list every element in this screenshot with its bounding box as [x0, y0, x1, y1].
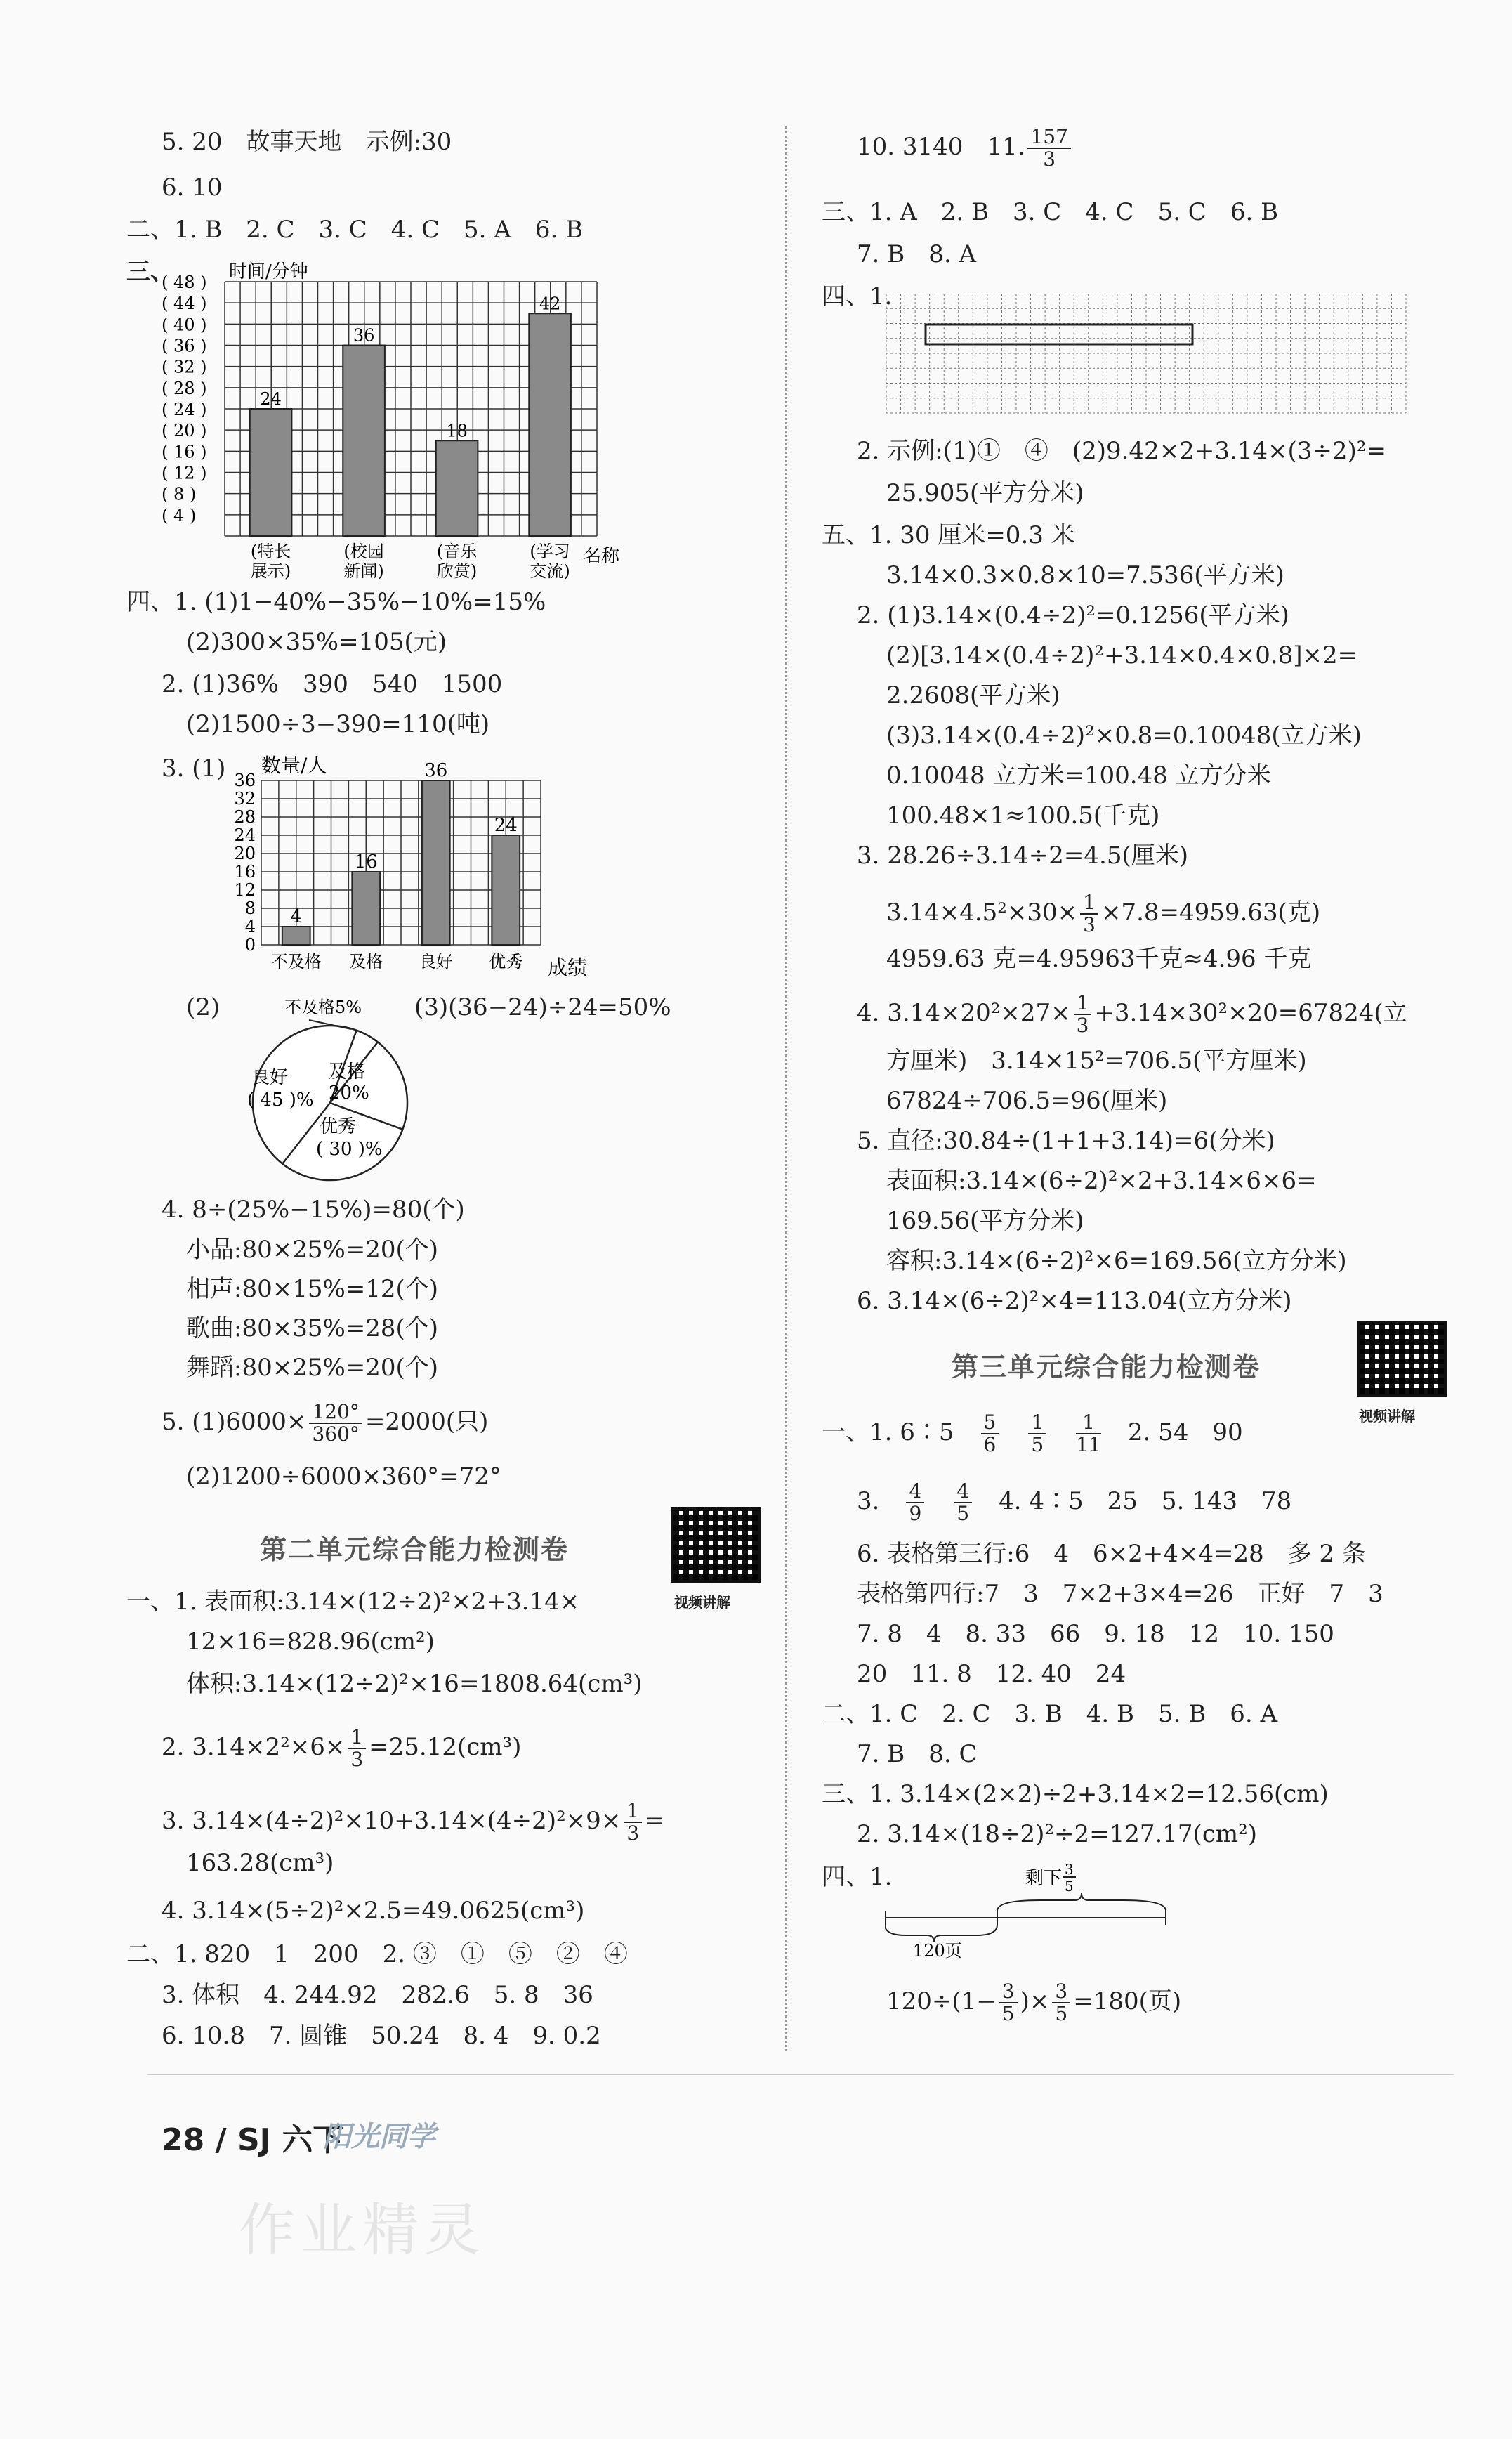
answer-line: 3. 3.14×(4÷2)²×10+3.14×(4÷2)²×9× $\frac{1}{3}$ = — [162, 1799, 665, 1845]
bar-value-label: 42 — [539, 294, 561, 314]
x-tick-label: 优秀 — [489, 952, 523, 972]
section-title: 第三单元综合能力检测卷 — [952, 1352, 1261, 1382]
answer-line: 4959.63 克=4.95963千克≈4.96 千克 — [886, 945, 1312, 973]
answer-line: 12×16=828.96(cm²) — [186, 1628, 435, 1656]
y-tick-label: 28 — [234, 807, 256, 827]
answer-line: 小品:80×25%=20(个) — [186, 1236, 439, 1264]
answer-line: 2.2608(平方米) — [886, 681, 1060, 710]
answer-line: 2. 示例:(1)① ④ (2)9.42×2+3.14×(3÷2)²= — [857, 437, 1386, 465]
answer-line: 2. 3.14×2²×6× $\frac{1}{3}$ =25.12(cm³) — [162, 1725, 522, 1771]
segment-diagram — [885, 1862, 1180, 1960]
answer-line: 6. 10 — [162, 174, 223, 202]
brand-logo: 阳光同学 — [323, 2121, 435, 2153]
chart-y-label: 时间/分钟 — [229, 261, 308, 282]
diagram-label-remaining: 剩下 — [1025, 1868, 1063, 1889]
bar-value-label: 24 — [260, 389, 282, 409]
svg-text:5: 5 — [1065, 1878, 1074, 1895]
answer-line: 4. 3.14×20²×27× $\frac{1}{3}$ +3.14×30²×20=67824(立 — [857, 991, 1407, 1037]
answer-line: 表面积:3.14×(6÷2)²×2+3.14×6×6= — [886, 1167, 1317, 1195]
rectangle-shape — [926, 325, 1192, 344]
watermark: 作业精灵 — [239, 2197, 486, 2263]
pie-label-pass-value: 20% — [329, 1083, 369, 1104]
answer-line: 舞蹈:80×25%=20(个) — [186, 1354, 439, 1382]
answer-line: 四、1. — [822, 1863, 893, 1891]
answer-line: 二、1. 820 1 200 2. ③ ① ⑤ ② ④ — [126, 1940, 628, 1968]
answer-line: 二、1. C 2. C 3. B 4. B 5. B 6. A — [822, 1700, 1278, 1728]
page-number: 28 / SJ 六下 — [162, 2122, 344, 2158]
diagram-label-pages: 120页 — [913, 1941, 962, 1960]
answer-line: (3)(36−24)÷24=50% — [414, 993, 671, 1021]
answer-line: 5. 直径:30.84÷(1+1+3.14)=6(分米) — [857, 1127, 1275, 1155]
pie-label-excellent: 优秀 — [320, 1116, 357, 1137]
y-tick-label: 24 — [234, 825, 256, 845]
x-tick-label: 不及格 — [270, 952, 322, 972]
y-tick-label: 32 — [234, 789, 256, 809]
bar-value-label: 36 — [353, 325, 375, 346]
answer-line: 体积:3.14×(12÷2)²×16=1808.64(cm³) — [186, 1670, 643, 1698]
answer-line: 2. (1)36% 390 540 1500 — [162, 670, 503, 698]
x-tick-label: (学习 — [530, 542, 570, 561]
pie-chart-grades — [246, 992, 414, 1196]
answer-line: 7. B 8. A — [857, 240, 977, 268]
answer-line: 7. B 8. C — [857, 1740, 978, 1768]
x-tick-label: 新闻) — [343, 561, 384, 581]
grid-diagram — [886, 294, 1420, 427]
qr-label: 视频讲解 — [1359, 1408, 1415, 1425]
y-tick-label: ( 16 ) — [162, 442, 207, 462]
text: 5. (1)6000× — [162, 1408, 307, 1436]
answer-line: 2. 3.14×(18÷2)²÷2=127.17(cm²) — [857, 1820, 1257, 1848]
chart-y-label: 数量/人 — [261, 755, 327, 777]
y-tick-label: ( 20 ) — [162, 421, 207, 441]
y-tick-label: ( 8 ) — [162, 484, 197, 504]
y-tick-label: 20 — [234, 844, 256, 863]
answer-line: 67824÷706.5=96(厘米) — [886, 1087, 1168, 1115]
y-tick-label: ( 48 ) — [162, 273, 207, 292]
y-tick-label: 12 — [234, 880, 256, 900]
x-tick-label: 展示) — [250, 561, 291, 581]
pie-label-good-value: ( 45 )% — [247, 1090, 314, 1111]
y-tick-label: ( 32 ) — [162, 357, 207, 377]
answer-line: 4. 8÷(25%−15%)=80(个) — [162, 1196, 465, 1224]
answer-line: 100.48×1≈100.5(千克) — [886, 802, 1160, 830]
chart-x-label: 名称 — [583, 546, 620, 567]
bar-value-label: 16 — [354, 851, 378, 872]
y-tick-label: ( 4 ) — [162, 505, 197, 525]
bar — [492, 835, 520, 945]
bar — [352, 872, 380, 945]
y-tick-label: ( 36 ) — [162, 336, 207, 356]
answer-line: 0.10048 立方米=100.48 立方分米 — [886, 761, 1271, 790]
x-tick-label: 良好 — [419, 952, 453, 972]
y-tick-label: ( 12 ) — [162, 463, 207, 483]
x-tick-label: (校园 — [343, 542, 384, 561]
answer-line: 相声:80×15%=12(个) — [186, 1275, 439, 1303]
answer-line: 二、1. B 2. C 3. C 4. C 5. A 6. B — [126, 216, 584, 244]
x-tick-label: (特长 — [250, 542, 291, 561]
y-tick-label: 8 — [244, 898, 256, 918]
pie-label-good: 良好 — [251, 1067, 289, 1088]
x-tick-label: 欣赏) — [436, 561, 478, 581]
section-label: 三、 — [126, 258, 174, 286]
answer-line: (2)1500÷3−390=110(吨) — [186, 710, 490, 738]
answer-line: (3)3.14×(0.4÷2)²×0.8=0.10048(立方米) — [886, 721, 1362, 750]
answer-line: 一、1. 6∶5 $\frac{5}{6}$ $\frac{1}{5}$ $\frac{1}{11}$ 2. 54 90 — [822, 1411, 1243, 1456]
answer-line: 方厘米) 3.14×15²=706.5(平方厘米) — [886, 1047, 1307, 1075]
bar-chart-time — [162, 256, 653, 587]
bar — [250, 409, 292, 536]
answer-line: 4. 3.14×(5÷2)²×2.5=49.0625(cm³) — [162, 1897, 585, 1925]
x-tick-label: (音乐 — [436, 542, 478, 561]
bar — [422, 780, 450, 945]
answer-line: 169.56(平方分米) — [886, 1207, 1084, 1235]
answer-line: 3. 体积 4. 244.92 282.6 5. 8 36 — [162, 1981, 593, 2009]
pie-label-fail: 不及格5% — [284, 998, 362, 1017]
answer-line: 容积:3.14×(6÷2)²×6=169.56(立方分米) — [886, 1247, 1347, 1275]
answer-line: 2. (1)3.14×(0.4÷2)²=0.1256(平方米) — [857, 601, 1289, 629]
section-title: 第二单元综合能力检测卷 — [260, 1534, 570, 1565]
pie-label-pass: 及格 — [329, 1061, 366, 1083]
bar-value-label: 4 — [290, 906, 303, 927]
footer-rule — [147, 2074, 1454, 2075]
pie-label-excellent-value: ( 30 )% — [316, 1139, 383, 1160]
answer-line: 6. 10.8 7. 圆锥 50.24 8. 4 9. 0.2 — [162, 2022, 601, 2050]
answer-line: 3.14×0.3×0.8×10=7.536(平方米) — [886, 561, 1284, 589]
bar-value-label: 18 — [446, 421, 468, 441]
bar-value-label: 36 — [424, 760, 448, 781]
svg-text:3: 3 — [1065, 1862, 1074, 1878]
answer-line: (2) — [186, 993, 221, 1021]
qr-label: 视频讲解 — [674, 1594, 730, 1611]
bar — [343, 346, 385, 537]
x-tick-label: 交流) — [530, 561, 570, 581]
x-tick-label: 及格 — [349, 952, 383, 972]
answer-line — [162, 1401, 488, 1445]
fraction: $\frac{120^\circ}{360^\circ}$ — [309, 1401, 362, 1445]
answer-line: 表格第四行:7 3 7×2+3×4=26 正好 7 3 — [857, 1580, 1383, 1608]
y-tick-label: ( 28 ) — [162, 378, 207, 398]
answer-line: 6. 表格第三行:6 4 6×2+4×4=28 多 2 条 — [857, 1540, 1366, 1568]
bar-chart-grades — [218, 755, 611, 987]
answer-line: 3. (1) — [162, 754, 226, 783]
answer-line: 25.905(平方分米) — [886, 479, 1084, 507]
y-tick-label: ( 44 ) — [162, 294, 207, 314]
y-tick-label: 36 — [234, 771, 256, 790]
qr-code-icon[interactable] — [1357, 1321, 1447, 1397]
answer-line: 120÷(1− $\frac{3}{5}$ )× $\frac{3}{5}$ =180(页) — [886, 1980, 1182, 2025]
answer-line: 四、1. — [822, 282, 893, 310]
y-tick-label: ( 24 ) — [162, 400, 207, 419]
answer-line: 3.14×4.5²×30× $\frac{1}{3}$ ×7.8=4959.63(克) — [886, 891, 1321, 936]
answer-line: (2)300×35%=105(元) — [186, 628, 447, 656]
answer-line: 3. $\frac{4}{9}$ $\frac{4}{5}$ 4. 4∶5 25 5. 143 78 — [857, 1479, 1292, 1525]
y-tick-label: ( 40 ) — [162, 315, 207, 335]
answer-line: 6. 3.14×(6÷2)²×4=113.04(立方分米) — [857, 1287, 1292, 1315]
answer-line: 5. 20 故事天地 示例:30 — [162, 128, 452, 156]
chart-x-label: 成绩 — [548, 956, 588, 979]
answer-line: 3. 28.26÷3.14÷2=4.5(厘米) — [857, 842, 1188, 870]
y-tick-label: 4 — [244, 917, 256, 936]
answer-line: 20 11. 8 12. 40 24 — [857, 1660, 1126, 1688]
y-tick-label: 16 — [234, 862, 256, 882]
bar — [282, 927, 310, 945]
answer-line: 歌曲:80×35%=28(个) — [186, 1314, 439, 1342]
answer-line: 163.28(cm³) — [186, 1849, 334, 1877]
answer-line: 10. 3140 11. $\frac{157}{3}$ — [857, 126, 1074, 170]
answer-line: 三、1. A 2. B 3. C 4. C 5. C 6. B — [822, 198, 1279, 226]
answer-line: (2)[3.14×(0.4÷2)²+3.14×0.4×0.8]×2= — [886, 641, 1358, 669]
answer-line: (2)1200÷6000×360°=72° — [186, 1463, 501, 1491]
text: =2000(只) — [364, 1408, 489, 1436]
answer-line: 一、1. 表面积:3.14×(12÷2)²×2+3.14× — [126, 1588, 580, 1616]
answer-line: 四、1. (1)1−40%−35%−10%=15% — [126, 588, 546, 616]
qr-code-icon[interactable] — [671, 1507, 761, 1583]
answer-line: 三、1. 3.14×(2×2)÷2+3.14×2=12.56(cm) — [822, 1780, 1329, 1808]
bar-value-label: 24 — [494, 815, 518, 836]
column-divider — [785, 126, 787, 2051]
answer-line: 五、1. 30 厘米=0.3 米 — [822, 521, 1075, 549]
answer-line: 7. 8 4 8. 33 66 9. 18 12 10. 150 — [857, 1620, 1334, 1648]
bar — [529, 313, 571, 536]
bar — [436, 440, 478, 536]
y-tick-label: 0 — [244, 935, 256, 955]
